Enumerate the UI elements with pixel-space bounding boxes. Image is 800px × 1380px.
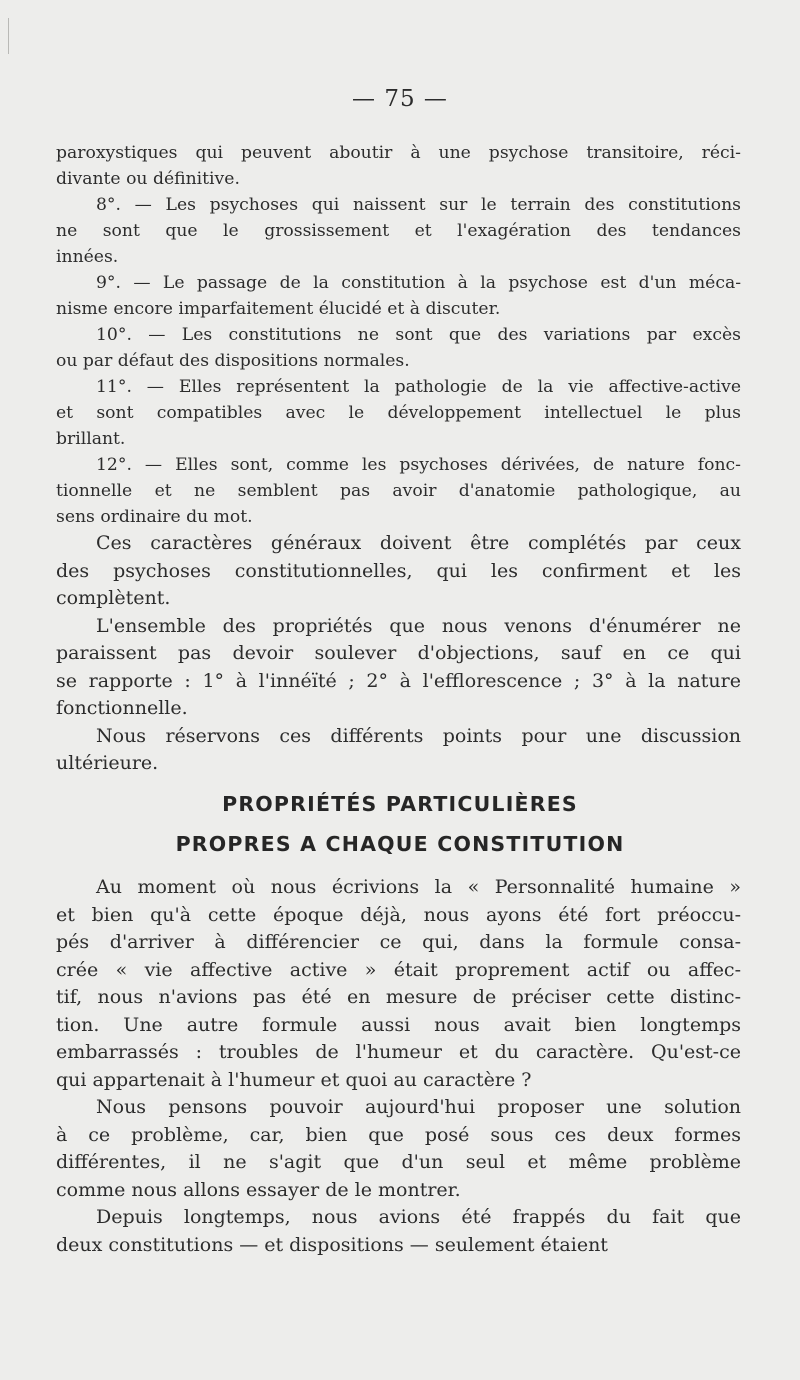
text-line: tif, nous n'avions pas été en mesure de préciser cette distinc- <box>56 986 741 1008</box>
paragraph <box>56 874 741 1094</box>
text-line: paraissent pas devoir soulever d'objections, sauf en ce qui <box>56 642 741 664</box>
text-line: Ces caractères généraux doivent être complétés par ceux <box>96 532 741 554</box>
section-paragraphs <box>56 874 741 1259</box>
text-line: des psychoses constitutionnelles, qui les confirment et les <box>56 559 741 582</box>
paragraph <box>56 374 741 452</box>
text-line: ultérieure. <box>56 752 159 774</box>
paragraph <box>56 723 741 778</box>
text-line: tion. Une autre formule aussi nous avait bien longtemps <box>56 1013 741 1036</box>
text-line: pés d'arriver à différencier ce qui, dans la formule consa- <box>56 931 741 953</box>
text-line: et bien qu'à cette époque déjà, nous ayons été fort préoccu- <box>56 903 741 926</box>
text-line: sens ordinaire du mot. <box>56 507 253 527</box>
text-line: 11°. — Elles représentent la pathologie de la vie affective-active <box>96 377 741 397</box>
paragraph <box>56 1094 741 1204</box>
text-line: complètent. <box>56 587 171 609</box>
text-line: 9°. — Le passage de la constitution à la psychose est d'un méca- <box>96 273 741 293</box>
paragraph <box>56 192 741 270</box>
numbered-items <box>56 140 741 530</box>
text-line: différentes, il ne s'agit que d'un seul et même problème <box>56 1151 741 1173</box>
text-line: Depuis longtemps, nous avions été frappés du fait que <box>96 1206 741 1228</box>
section-heading-line-1: PROPRIÉTÉS PARTICULIÈRES <box>222 792 578 816</box>
text-line: divante ou définitive. <box>56 169 240 189</box>
section-heading-line-2: PROPRES A CHAQUE CONSTITUTION <box>175 832 625 856</box>
text-line: ne sont que le grossissement et l'exagération des tendances <box>56 221 741 241</box>
text-line: tionnelle et ne semblent pas avoir d'anatomie pathologique, au <box>56 481 741 501</box>
paragraph <box>56 613 741 723</box>
text-line: Nous réservons ces différents points pour une discussion <box>96 724 741 747</box>
text-line: à ce problème, car, bien que posé sous ces deux formes <box>56 1123 741 1146</box>
text-line: nisme encore imparfaitement élucidé et à discuter. <box>56 299 501 319</box>
scan-margin-mark <box>8 18 15 54</box>
text-line: L'ensemble des propriétés que nous venons d'énumérer ne <box>96 614 741 637</box>
text-line: et sont compatibles avec le développement intellectuel le plus <box>56 403 741 423</box>
text-line: 12°. — Elles sont, comme les psychoses dérivées, de nature fonc- <box>96 455 741 475</box>
paragraph <box>56 140 741 192</box>
general-paragraphs <box>56 530 741 778</box>
text-line: comme nous allons essayer de le montrer. <box>56 1178 461 1201</box>
text-line: 8°. — Les psychoses qui naissent sur le terrain des constitutions <box>96 195 741 215</box>
text-line: deux constitutions — et dispositions — seulement étaient <box>56 1233 608 1256</box>
text-line: 10°. — Les constitutions ne sont que des variations par excès <box>96 325 741 345</box>
text-line: paroxystiques qui peuvent aboutir à une psychose transitoire, réci- <box>56 143 741 163</box>
text-line: Nous pensons pouvoir aujourd'hui proposer une solution <box>96 1096 741 1118</box>
text-line: embarrassés : troubles de l'humeur et du caractère. Qu'est-ce <box>56 1041 741 1063</box>
paragraph <box>56 270 741 322</box>
text-line: ou par défaut des dispositions normales. <box>56 351 410 371</box>
paragraph <box>56 530 741 613</box>
paragraph <box>56 322 741 374</box>
paragraph <box>56 452 741 530</box>
text-line: crée « vie affective active » était proprement actif ou affec- <box>56 958 741 981</box>
text-line: Au moment où nous écrivions la « Personnalité humaine » <box>96 876 741 898</box>
paragraph <box>56 1204 741 1259</box>
text-line: fonctionnelle. <box>56 697 188 719</box>
text-line: innées. <box>56 247 119 267</box>
text-line: qui appartenait à l'humeur et quoi au caractère ? <box>56 1068 532 1091</box>
text-line: brillant. <box>56 429 126 449</box>
text-line: se rapporte : 1° à l'innéïté ; 2° à l'efflorescence ; 3° à la nature <box>56 669 741 692</box>
page-number: — 75 — <box>352 86 448 112</box>
